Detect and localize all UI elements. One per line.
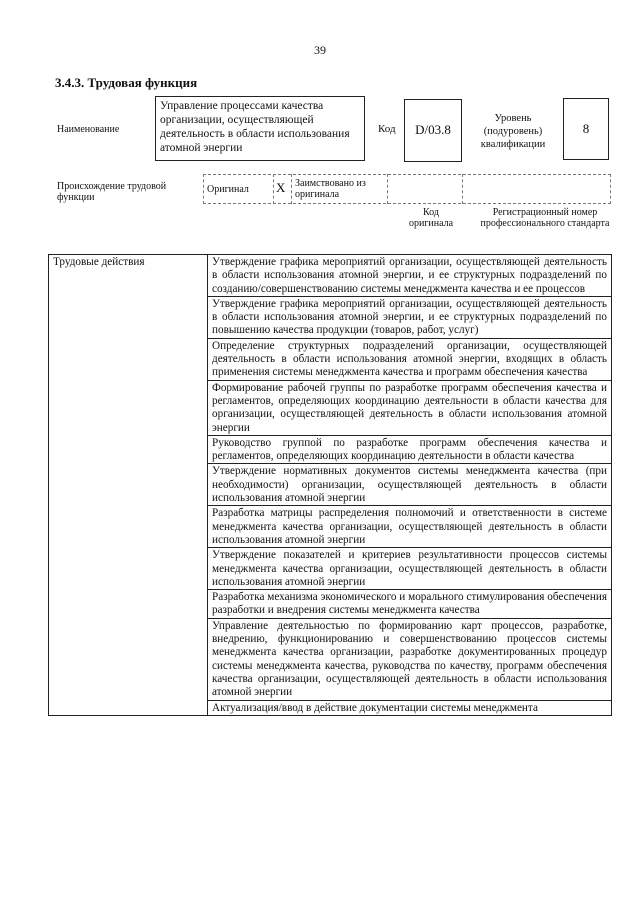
original-mark: X bbox=[276, 180, 286, 195]
table-cell: Утверждение графика мероприятий организации, осуществляющей деятельность в области использования атомной энергии, и ее структурных подразделений по созданию/совершенствованию системы менеджмента качества и ее процессов bbox=[208, 255, 612, 297]
level-value-box: 8 bbox=[563, 98, 609, 160]
function-name-box: Управление процессами качества организации, осуществляющей деятельность в области использования атомной энергии bbox=[155, 96, 365, 161]
section-title: 3.4.3. Трудовая функция bbox=[55, 75, 198, 90]
table-cell: Руководство группой по разработке программ обеспечения качества и регламентов, определяющих координацию деятельности в области качества bbox=[208, 435, 612, 464]
table-row bbox=[49, 255, 612, 297]
code-label: Код bbox=[378, 123, 396, 135]
labor-actions-heading: Трудовые действия bbox=[49, 255, 208, 716]
table-cell: Определение структурных подразделений организации, осуществляющей деятельность в области использования атомной энергии, входящих в область применения системы менеджмента качества и программ обеспечения качества bbox=[208, 338, 612, 380]
code-value-box: D/03.8 bbox=[404, 99, 462, 162]
labor-actions-table bbox=[48, 254, 612, 716]
code-original-label: Код оригинала bbox=[408, 207, 454, 229]
borrowed-label: Заимствовано из оригинала bbox=[295, 178, 366, 200]
origin-label: Происхождение трудовой функции bbox=[57, 181, 167, 203]
table-cell: Утверждение нормативных документов системы менеджмента качества (при необходимости) организации, осуществляющей деятельность в области использования атомной энергии bbox=[208, 464, 612, 506]
name-label: Наименование bbox=[57, 124, 120, 135]
page-number: 39 bbox=[314, 43, 326, 57]
table-cell: Формирование рабочей группы по разработке программ обеспечения качества и регламентов, определяющих координацию деятельности в области качества для организации, осуществляющей деятельность в области использования атомной энергии bbox=[208, 380, 612, 435]
table-cell: Утверждение графика мероприятий организации, осуществляющей деятельность в области использования атомной энергии, и ее структурных подразделений по повышению качества продукции (товаров, работ, услуг) bbox=[208, 296, 612, 338]
table-cell: Разработка механизма экономического и морального стимулирования обеспечения разработки и внедрения системы менеджмента качества bbox=[208, 590, 612, 619]
level-label: Уровень (подуровень) квалификации bbox=[480, 113, 546, 150]
table-cell: Утверждение показателей и критериев результативности процессов системы менеджмента качества организации, осуществляющей деятельность в области использования атомной энергии bbox=[208, 548, 612, 590]
table-cell: Управление деятельностью по формированию карт процессов, разработке, внедрению, функционированию и совершенствованию процессов системы менеджмента качества организации, разработке документированных процедур системы менеджмента качества, руководства по качеству, программ обеспечения качества организации, осуществляющей деятельность в области использования атомной энергии bbox=[208, 618, 612, 700]
original-label: Оригинал bbox=[207, 184, 249, 195]
reg-number-label: Регистрационный номер профессионального стандарта bbox=[480, 207, 610, 229]
table-cell: Актуализация/ввод в действие документации системы менеджмента bbox=[208, 700, 612, 715]
table-cell: Разработка матрицы распределения полномочий и ответственности в системе менеджмента качества организации, осуществляющей деятельность в области использования атомной энергии bbox=[208, 506, 612, 548]
origin-grid bbox=[203, 174, 611, 204]
